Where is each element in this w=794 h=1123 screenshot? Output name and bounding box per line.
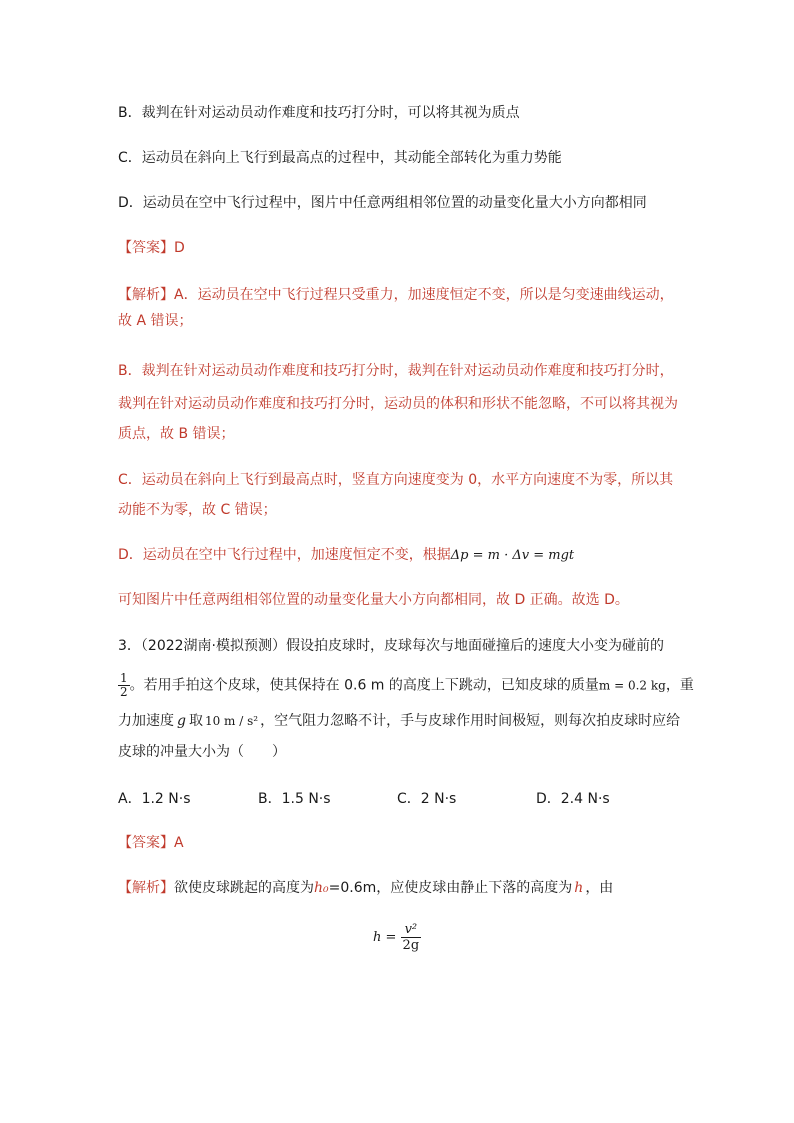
analysis-d-text: D．运动员在空中飞行过程中，加速度恒定不变，根据 bbox=[118, 547, 451, 563]
q3-analysis-line1 bbox=[118, 878, 613, 898]
analysis-conclusion: 可知图片中任意两组相邻位置的动量变化量大小方向都相同，故 D 正确。故选 D。 bbox=[118, 592, 629, 608]
g-symbol: g bbox=[177, 713, 186, 729]
q3-option-d: D．2.4 N·s bbox=[536, 791, 610, 807]
option-b: B．裁判在针对运动员动作难度和技巧打分时，可以将其视为质点 bbox=[118, 105, 520, 121]
q3-line2-end: ，重 bbox=[665, 677, 694, 694]
q3-line3-text-c: ，空气阻力忽略不计，手与皮球作用时间极短，则每次拍皮球时应给 bbox=[260, 713, 681, 729]
q3-line2-text: 。若用手拍这个皮球，使其保持在 0.6 m 的高度上下跳动，已知皮球的质量 bbox=[129, 677, 599, 694]
g-value: 10 m / s² bbox=[204, 714, 259, 728]
analysis-b-line3: 质点，故 B 错误； bbox=[118, 426, 235, 442]
formula-lhs: h = bbox=[373, 930, 397, 945]
q3-stem-line3 bbox=[118, 711, 680, 731]
mass-value: m = 0.2 kg bbox=[598, 678, 666, 693]
q2-answer bbox=[118, 238, 185, 258]
analysis-b-line1: B．裁判在针对运动员动作难度和技巧打分时，裁判在针对运动员动作难度和技巧打分时， bbox=[118, 363, 674, 379]
height-formula bbox=[373, 922, 421, 953]
momentum-formula: Δp = m · Δv = mgt bbox=[450, 548, 575, 563]
analysis-c-line1: C．运动员在斜向上飞行到最高点时，竖直方向速度变为 0，水平方向速度不为零，所以其 bbox=[118, 472, 674, 488]
answer-value: A bbox=[174, 835, 184, 851]
q3-stem-line2 bbox=[118, 672, 694, 699]
h0-symbol: h₀ bbox=[314, 880, 329, 896]
q3-answer bbox=[118, 833, 184, 853]
analysis-a-text: A．运动员在空中飞行过程只受重力，加速度恒定不变，所以是匀变速曲线运动， bbox=[174, 287, 674, 303]
q3-analysis-text-c: ，由 bbox=[585, 880, 614, 896]
option-c: C．运动员在斜向上飞行到最高点的过程中，其动能全部转化为重力势能 bbox=[118, 150, 562, 166]
answer-value: D bbox=[174, 240, 185, 256]
fraction-denominator: 2 bbox=[120, 685, 128, 699]
q3-analysis-text-b: =0.6m，应使皮球由静止下落的高度为 bbox=[328, 880, 573, 896]
formula-denominator: 2g bbox=[402, 938, 420, 953]
option-d: D．运动员在空中飞行过程中，图片中任意两组相邻位置的动量变化量大小方向都相同 bbox=[118, 195, 647, 211]
answer-label: 【答案】 bbox=[118, 240, 174, 256]
analysis-a-line1 bbox=[118, 285, 674, 305]
fraction-numerator: 1 bbox=[120, 671, 128, 685]
q3-line3-text-a: 力加速度 bbox=[118, 713, 174, 729]
analysis-c-line2: 动能不为零，故 C 错误； bbox=[118, 502, 277, 518]
q3-stem-line1: 3．（2022湖南·模拟预测）假设拍皮球时，皮球每次与地面碰撞后的速度大小变为碰前的 bbox=[118, 638, 664, 654]
q3-option-c: C．2 N·s bbox=[397, 791, 457, 807]
analysis-d-line1 bbox=[118, 545, 574, 566]
analysis-label: 【解析】 bbox=[118, 880, 174, 896]
q3-option-a: A．1.2 N·s bbox=[118, 791, 191, 807]
q3-line3-text-b: 取 bbox=[188, 713, 203, 729]
q3-option-b: B．1.5 N·s bbox=[258, 791, 331, 807]
analysis-b-line2: 裁判在针对运动员动作难度和技巧打分时，运动员的体积和形状不能忽略，不可以将其视为 bbox=[118, 396, 678, 412]
answer-label: 【答案】 bbox=[118, 835, 174, 851]
formula-fraction bbox=[401, 922, 422, 953]
fraction-one-half bbox=[118, 672, 130, 699]
q3-analysis-text-a: 欲使皮球跳起的高度为 bbox=[174, 880, 314, 896]
formula-numerator: v² bbox=[401, 922, 422, 938]
q3-stem-line4: 皮球的冲量大小为（ ） bbox=[118, 744, 286, 760]
analysis-label: 【解析】 bbox=[118, 287, 174, 303]
analysis-a-line2: 故 A 错误； bbox=[118, 313, 193, 329]
h-symbol: h bbox=[574, 880, 584, 896]
